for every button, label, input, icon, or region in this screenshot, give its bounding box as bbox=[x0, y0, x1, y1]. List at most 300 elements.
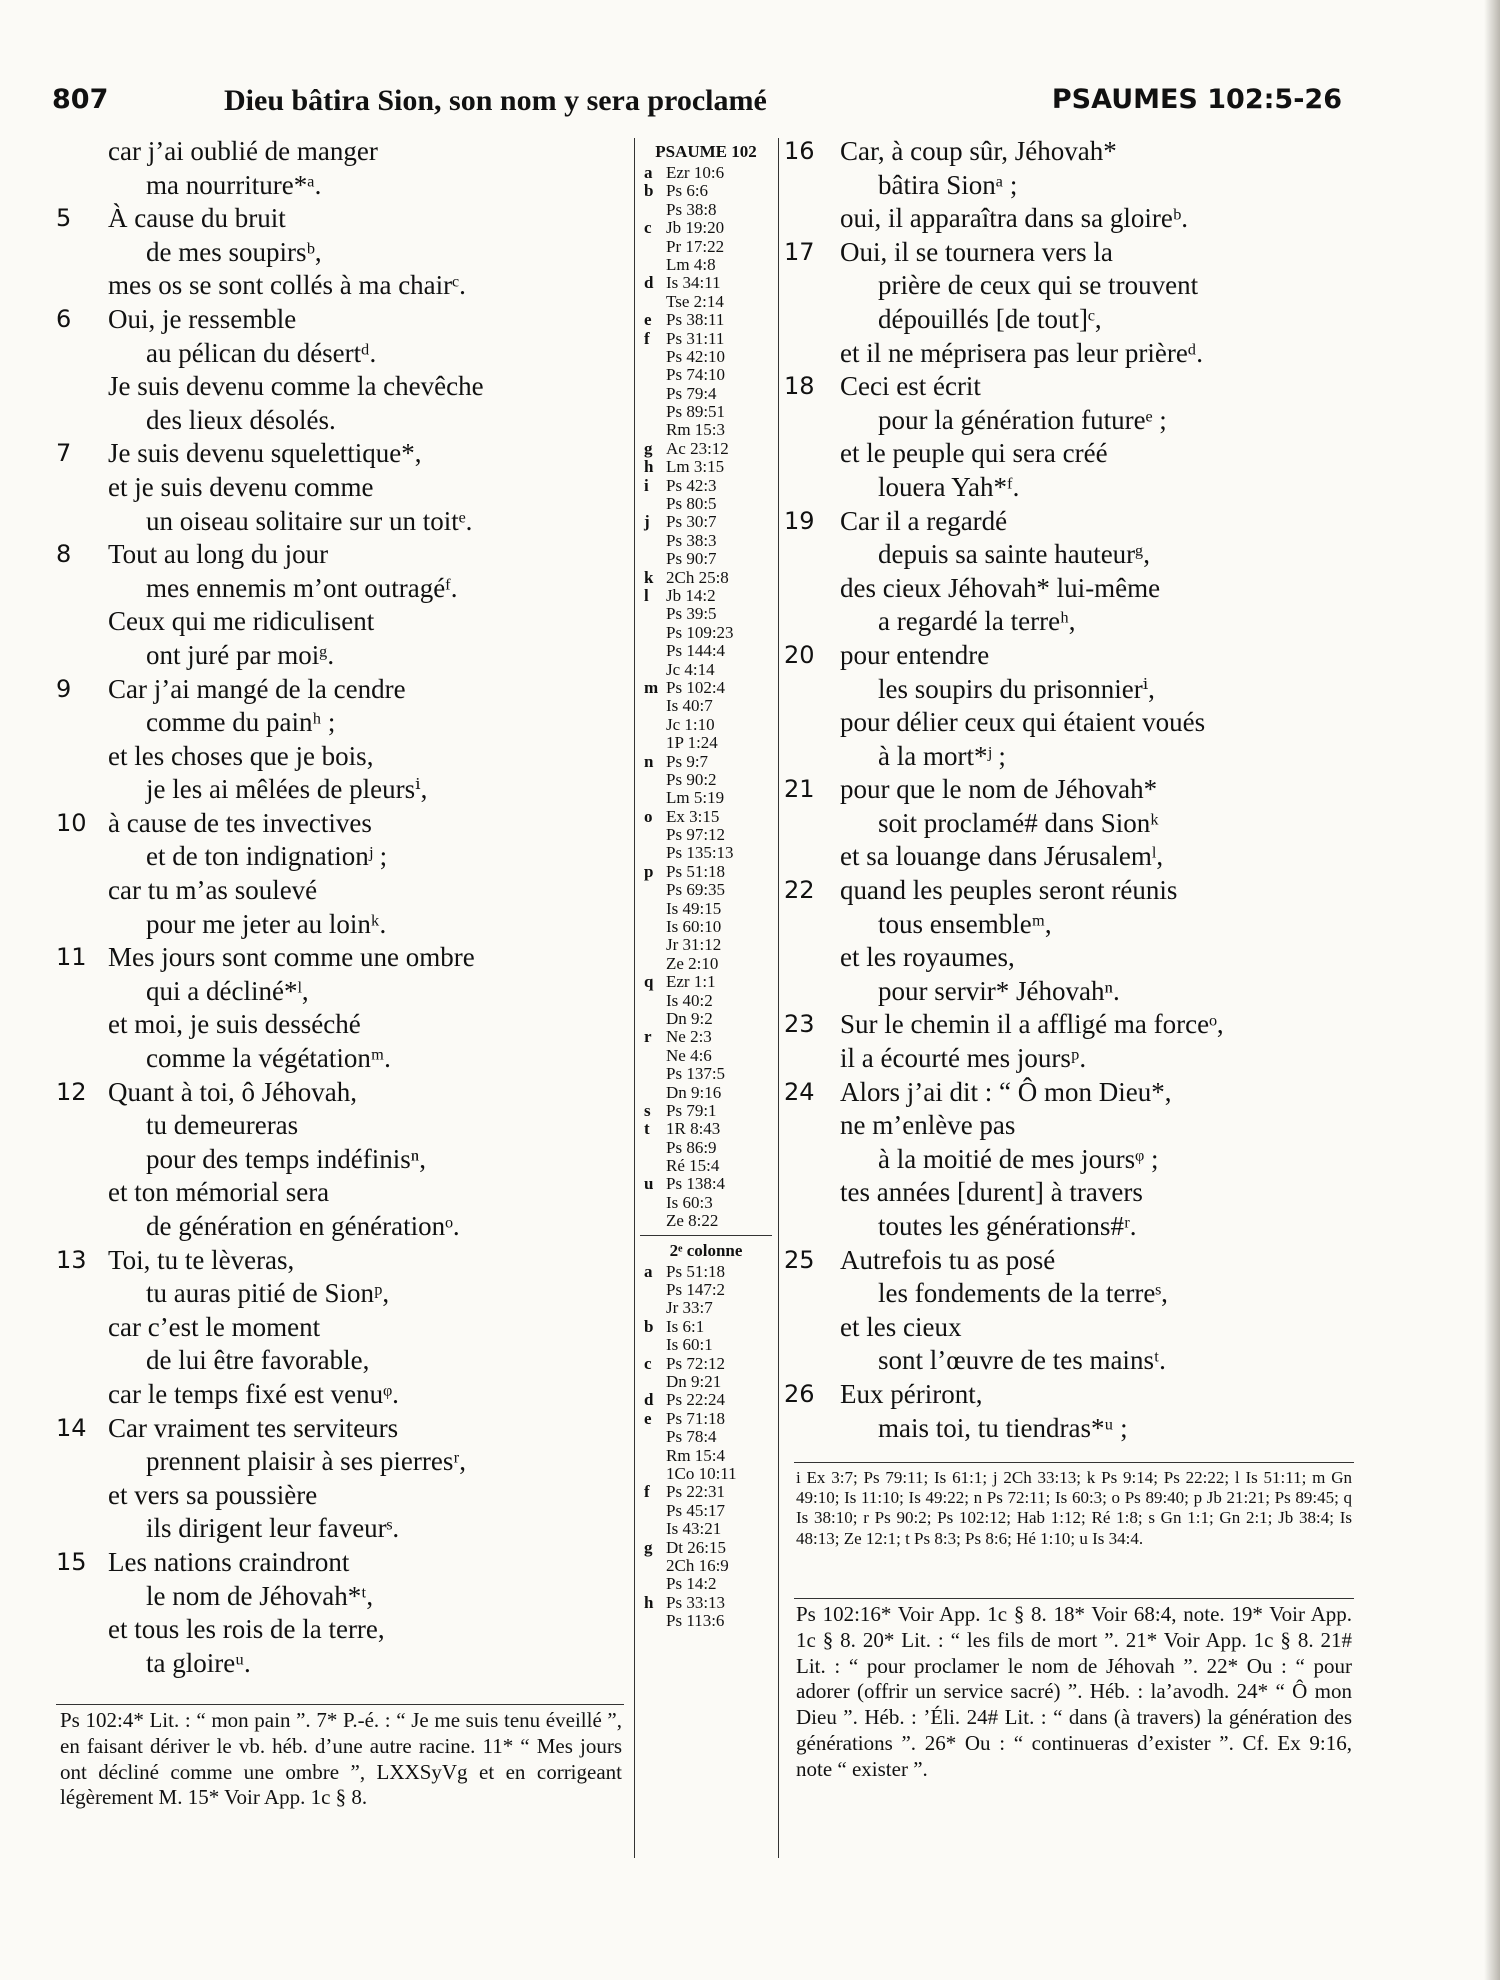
verse-text: prennent plaisir à ses pierresʳ, bbox=[146, 1446, 467, 1477]
verse-text: pour délier ceux qui étaient voués bbox=[840, 707, 1206, 738]
reference-entry bbox=[640, 1612, 772, 1630]
verse-line bbox=[56, 437, 628, 471]
verse-text: de lui être favorable, bbox=[146, 1345, 370, 1376]
reference-entry bbox=[640, 1157, 772, 1175]
verse-line bbox=[784, 1176, 1354, 1210]
verse-text: bâtira Sionᵃ ; bbox=[878, 169, 1018, 200]
reference-letter: c bbox=[644, 218, 652, 238]
verse-text: Toi, tu te lèveras, bbox=[108, 1244, 295, 1275]
page-edge-shadow bbox=[1484, 0, 1500, 1980]
verse-line bbox=[56, 337, 628, 371]
verse-line bbox=[784, 370, 1354, 404]
verse-number: 14 bbox=[56, 1413, 87, 1442]
verse-number: 9 bbox=[56, 674, 72, 703]
reference-text: Ps 135:13 bbox=[666, 843, 734, 863]
verse-text: comme la végétationᵐ. bbox=[146, 1043, 391, 1074]
reference-text: Ps 30:7 bbox=[666, 512, 717, 532]
reference-entry bbox=[640, 274, 772, 292]
verse-number: 10 bbox=[56, 808, 87, 837]
verse-line bbox=[56, 1143, 628, 1177]
reference-entry bbox=[640, 421, 772, 439]
reference-entry bbox=[640, 1391, 772, 1409]
reference-entry bbox=[640, 661, 772, 679]
verse-line bbox=[784, 605, 1354, 639]
verse-line bbox=[56, 1580, 628, 1614]
reference-text: Ps 89:51 bbox=[666, 402, 726, 422]
verse-text: car le temps fixé est venuᵠ. bbox=[108, 1378, 399, 1409]
reference-text: Is 43:21 bbox=[666, 1519, 722, 1539]
reference-text: Ps 69:35 bbox=[666, 880, 726, 900]
reference-entry bbox=[640, 403, 772, 421]
page-title: Dieu bâtira Sion, son nom y sera proclamé bbox=[224, 84, 767, 117]
reference-entry bbox=[640, 1575, 772, 1593]
reference-text: Ps 144:4 bbox=[666, 641, 726, 661]
verse-text: Car vraiment tes serviteurs bbox=[108, 1412, 399, 1443]
verse-line bbox=[56, 1479, 628, 1513]
verse-line bbox=[56, 269, 628, 303]
verse-text: toutes les générations#ʳ. bbox=[878, 1211, 1137, 1241]
reference-text: Ps 79:1 bbox=[666, 1100, 717, 1120]
reference-text: Is 34:11 bbox=[666, 273, 721, 293]
verse-line bbox=[56, 202, 628, 236]
verse-text: tous ensembleᵐ, bbox=[878, 908, 1052, 939]
reference-text: 1R 8:43 bbox=[666, 1119, 721, 1139]
reference-letter: s bbox=[644, 1100, 651, 1120]
verse-text: ils dirigent leur faveurˢ. bbox=[146, 1513, 400, 1544]
reference-entry bbox=[640, 1318, 772, 1336]
reference-text: Ps 6:6 bbox=[666, 181, 709, 201]
verse-line bbox=[784, 639, 1354, 673]
verse-text: qui a décliné*ˡ, bbox=[146, 975, 309, 1006]
reference-entry bbox=[640, 587, 772, 605]
verse-number: 22 bbox=[784, 876, 815, 905]
reference-letter: e bbox=[644, 1408, 652, 1428]
reference-entry bbox=[640, 477, 772, 495]
reference-entry bbox=[640, 918, 772, 936]
reference-entry bbox=[640, 1102, 772, 1120]
verse-text: mais toi, tu tiendras*ᵘ ; bbox=[878, 1412, 1128, 1443]
reference-entry bbox=[640, 1175, 772, 1193]
crossref-footer-rule bbox=[794, 1462, 1354, 1463]
verse-text: Tout au long du jour bbox=[108, 539, 329, 570]
reference-letter: m bbox=[644, 677, 659, 697]
verse-line bbox=[784, 1042, 1354, 1076]
reference-text: Ezr 10:6 bbox=[666, 163, 725, 182]
reference-text: Ze 2:10 bbox=[666, 953, 719, 973]
reference-text: Ps 79:4 bbox=[666, 383, 717, 403]
reference-entry bbox=[640, 1355, 772, 1373]
verse-text: comme du painʰ ; bbox=[146, 707, 336, 738]
reference-text: Ps 90:2 bbox=[666, 769, 717, 789]
reference-entry bbox=[640, 789, 772, 807]
page-header bbox=[52, 84, 1342, 128]
reference-text: 1Co 10:11 bbox=[666, 1463, 737, 1483]
reference-letter: a bbox=[644, 163, 653, 182]
verse-line bbox=[784, 941, 1354, 975]
verse-line bbox=[56, 1647, 628, 1681]
verse-line bbox=[784, 1344, 1354, 1378]
reference-entry bbox=[640, 440, 772, 458]
verse-line bbox=[56, 1546, 628, 1580]
reference-text: Ps 138:4 bbox=[666, 1174, 726, 1194]
verse-text: Les nations craindront bbox=[108, 1546, 350, 1577]
verse-text: je les ai mêlées de pleursⁱ, bbox=[146, 774, 428, 805]
verse-line bbox=[784, 773, 1354, 807]
reference-entry bbox=[640, 1557, 772, 1575]
verse-number: 11 bbox=[56, 943, 87, 972]
verse-text: tu auras pitié de Sionᵖ, bbox=[146, 1278, 390, 1309]
verse-text: pour entendre bbox=[840, 639, 990, 670]
reference-text: Ps 102:4 bbox=[666, 677, 726, 697]
verse-line bbox=[56, 1512, 628, 1546]
verse-number: 19 bbox=[784, 506, 815, 535]
reference-text: Ps 22:31 bbox=[666, 1482, 726, 1502]
verse-text: Oui, je ressemble bbox=[108, 303, 297, 334]
verse-line bbox=[784, 908, 1354, 942]
reference-text: Jb 14:2 bbox=[666, 585, 716, 605]
reference-entry bbox=[640, 1520, 772, 1538]
verse-line bbox=[56, 1008, 628, 1042]
verse-number: 12 bbox=[56, 1077, 87, 1106]
reference-entry bbox=[640, 1502, 772, 1520]
verse-text: et il ne méprisera pas leur prièreᵈ. bbox=[840, 337, 1203, 368]
reference-entry bbox=[640, 330, 772, 348]
reference-entry bbox=[640, 642, 772, 660]
verse-line bbox=[56, 505, 628, 539]
verse-line bbox=[784, 1277, 1354, 1311]
reference-entry bbox=[640, 1483, 772, 1501]
reference-text: Is 40:2 bbox=[666, 990, 713, 1010]
verse-text: des cieux Jéhovah* lui-même bbox=[840, 572, 1161, 603]
reference-text: Ps 45:17 bbox=[666, 1500, 726, 1520]
reference-text: Lm 5:19 bbox=[666, 788, 725, 808]
reference-group-1 bbox=[640, 164, 772, 1231]
reference-text: Ps 14:2 bbox=[666, 1574, 717, 1594]
verse-text: tes années [durent] à travers bbox=[840, 1177, 1143, 1208]
verse-number: 6 bbox=[56, 304, 72, 333]
reference-text: Ps 97:12 bbox=[666, 825, 726, 845]
verse-line bbox=[784, 303, 1354, 337]
reference-text: Ps 38:3 bbox=[666, 530, 717, 550]
verse-line bbox=[56, 1378, 628, 1412]
reference-heading-2: 2ᵉ colonne bbox=[669, 1240, 743, 1260]
verse-line bbox=[56, 740, 628, 774]
reference-entry bbox=[640, 513, 772, 531]
reference-entry bbox=[640, 992, 772, 1010]
verse-column-right bbox=[784, 135, 1354, 1445]
verse-line bbox=[56, 1412, 628, 1446]
reference-entry bbox=[640, 697, 772, 715]
reference-entry bbox=[640, 1428, 772, 1446]
verse-line bbox=[784, 538, 1354, 572]
verse-line bbox=[56, 303, 628, 337]
verse-text: un oiseau solitaire sur un toitᵉ. bbox=[146, 505, 473, 536]
verse-line bbox=[56, 1210, 628, 1244]
verse-line bbox=[56, 370, 628, 404]
verse-line bbox=[56, 639, 628, 673]
reference-entry bbox=[640, 238, 772, 256]
reference-entry bbox=[640, 1447, 772, 1465]
reference-letter: d bbox=[644, 273, 654, 293]
reference-text: 1P 1:24 bbox=[666, 733, 718, 753]
verse-line bbox=[56, 975, 628, 1009]
reference-entry bbox=[640, 936, 772, 954]
verse-line bbox=[56, 1277, 628, 1311]
reference-letter: t bbox=[644, 1119, 650, 1139]
reference-entry bbox=[640, 955, 772, 973]
reference-text: Ps 38:11 bbox=[666, 310, 725, 330]
reference-letter: c bbox=[644, 1353, 652, 1373]
verse-line bbox=[784, 572, 1354, 606]
verse-line bbox=[56, 773, 628, 807]
verse-number: 7 bbox=[56, 439, 72, 468]
reference-text: Ps 86:9 bbox=[666, 1137, 717, 1157]
verse-number: 25 bbox=[784, 1245, 815, 1274]
verse-number: 16 bbox=[784, 137, 815, 165]
verse-text: et ton mémorial sera bbox=[108, 1177, 330, 1208]
reference-letter: g bbox=[644, 1537, 653, 1557]
reference-text: Ezr 1:1 bbox=[666, 972, 716, 992]
reference-text: Is 60:1 bbox=[666, 1335, 713, 1355]
verse-text: à la mort*ʲ ; bbox=[878, 740, 1006, 771]
verse-line bbox=[56, 941, 628, 975]
verse-line bbox=[784, 1210, 1354, 1244]
verse-text: et sa louange dans Jérusalemˡ, bbox=[840, 841, 1164, 872]
reference-letter: i bbox=[644, 475, 649, 495]
verse-text: Ceux qui me ridiculisent bbox=[108, 606, 375, 637]
reference-text: Ps 9:7 bbox=[666, 751, 709, 771]
verse-line bbox=[56, 1613, 628, 1647]
verse-line bbox=[784, 975, 1354, 1009]
reference-text: Rm 15:3 bbox=[666, 420, 726, 440]
reference-entry bbox=[640, 458, 772, 476]
verse-line bbox=[56, 874, 628, 908]
verse-number: 5 bbox=[56, 204, 72, 233]
reference-entry bbox=[640, 1465, 772, 1483]
verse-text: Quant à toi, ô Jéhovah, bbox=[108, 1076, 357, 1107]
verse-line bbox=[784, 1244, 1354, 1278]
reference-text: Dn 9:16 bbox=[666, 1082, 722, 1102]
verse-text: a regardé la terreʰ, bbox=[878, 606, 1076, 637]
reference-entry bbox=[640, 973, 772, 991]
reference-entry bbox=[640, 716, 772, 734]
reference-letter: u bbox=[644, 1174, 654, 1194]
reference-letter: k bbox=[644, 567, 654, 587]
reference-text: Rm 15:4 bbox=[666, 1445, 726, 1465]
reference-text: Jc 1:10 bbox=[666, 714, 715, 734]
reference-heading: PSAUME 102 bbox=[655, 142, 757, 161]
reference-letter: l bbox=[644, 585, 649, 605]
book-reference: PSAUMES 102:5-26 bbox=[1051, 84, 1342, 115]
footnote-rule-left bbox=[56, 1704, 624, 1705]
reference-text: Ps 38:8 bbox=[666, 199, 717, 219]
verse-line bbox=[56, 840, 628, 874]
verse-line bbox=[56, 807, 628, 841]
verse-text: tu demeureras bbox=[146, 1110, 299, 1141]
verse-line bbox=[784, 1109, 1354, 1143]
reference-text: Ps 42:10 bbox=[666, 346, 726, 366]
reference-entry bbox=[640, 826, 772, 844]
verse-line bbox=[56, 169, 628, 203]
reference-entry bbox=[640, 679, 772, 697]
verse-line bbox=[56, 1042, 628, 1076]
reference-text: Ps 147:2 bbox=[666, 1280, 726, 1300]
verse-line bbox=[56, 471, 628, 505]
verse-text: des lieux désolés. bbox=[146, 404, 336, 435]
reference-entry bbox=[640, 1410, 772, 1428]
reference-letter: e bbox=[644, 310, 652, 330]
verse-number: 24 bbox=[784, 1077, 815, 1106]
verse-number: 20 bbox=[784, 640, 815, 669]
verse-column-left bbox=[56, 135, 628, 1680]
verse-text: pour servir* Jéhovahⁿ. bbox=[878, 975, 1120, 1006]
reference-text: Ré 15:4 bbox=[666, 1156, 720, 1176]
verse-text: Je suis devenu squelettique*, bbox=[108, 438, 422, 469]
verse-text: et je suis devenu comme bbox=[108, 471, 374, 502]
reference-text: Ps 39:5 bbox=[666, 604, 717, 624]
verse-number: 17 bbox=[784, 237, 815, 266]
verse-text: et tous les rois de la terre, bbox=[108, 1614, 385, 1645]
reference-entry bbox=[640, 1212, 772, 1230]
verse-line bbox=[784, 1143, 1354, 1177]
verse-line bbox=[56, 908, 628, 942]
verse-line bbox=[784, 673, 1354, 707]
reference-text: Ps 78:4 bbox=[666, 1427, 717, 1447]
crossref-footer: i Ex 3:7; Ps 79:11; Is 61:1; j 2Ch 33:13; k Ps 9:14; Ps 22:22; l Is 51:11; m Gn 49:10; Is 11:10; Is 49:22; n Ps 72:11; Is 60:3; o Ps 89:40; p Jb 21:21; Ps 89:45; q Is 38:10; r Ps 90:2; Ps 102:12; Hab 1:12; Ré 1:8; s Gn 1:1; Gn 2:1; Jb 38:4; Is 48:13; Ze 12:1; t Ps 8:3; Ps 8:6; Hé 1:10; u Is 34:4. bbox=[796, 1468, 1352, 1548]
reference-letter: b bbox=[644, 181, 654, 201]
verse-text: le nom de Jéhovah*ᵗ, bbox=[146, 1580, 374, 1611]
verse-line bbox=[56, 404, 628, 438]
verse-text: ont juré par moiᵍ. bbox=[146, 639, 335, 670]
reference-text: Ps 74:10 bbox=[666, 365, 726, 385]
verse-line bbox=[784, 471, 1354, 505]
reference-letter: q bbox=[644, 972, 654, 992]
verse-text: Autrefois tu as posé bbox=[840, 1244, 1056, 1275]
verse-line bbox=[784, 1311, 1354, 1345]
reference-text: Dn 9:21 bbox=[666, 1372, 722, 1391]
verse-text: les fondements de la terreˢ, bbox=[878, 1278, 1168, 1309]
reference-entry bbox=[640, 1281, 772, 1299]
verse-line bbox=[784, 1008, 1354, 1042]
footnote-right: Ps 102:16* Voir App. 1c § 8. 18* Voir 68:4, note. 19* Voir App. 1c § 8. 20* Lit. : “ les fils de mort ”. 21* Voir App. 1c § 8. 21# Lit. : “ pour proclamer le nom de Jéhovah ”. 22* Ou : “ pour adorer (offrir un service sacré) ”. Héb. : la’avodh. 24* “ Ô mon Dieu ”. Héb. : ’Éli. 24# Lit. : “ dans (à travers) la génération des générations ”. 26* Ou : “ continueras d’exister ”. Cf. Ex 9:16, note “ exister ”. bbox=[796, 1602, 1352, 1781]
reference-text: Jc 4:14 bbox=[666, 659, 715, 679]
verse-number: 15 bbox=[56, 1547, 87, 1576]
reference-text: Ps 71:18 bbox=[666, 1408, 726, 1428]
reference-text: Is 40:7 bbox=[666, 696, 713, 716]
verse-text: ma nourriture*ᵃ. bbox=[146, 169, 322, 200]
verse-text: Car il a regardé bbox=[840, 505, 1008, 536]
footnote-left: Ps 102:4* Lit. : “ mon pain ”. 7* P.-é. : “ Je me suis tenu éveillé ”, en faisant dériver le vb. héb. d’une autre racine. 11* “ Mes jours ont décliné comme une ombre ”, LXXSyVg et en corrigeant légèrement M. 15* Voir App. 1c § 8. bbox=[60, 1708, 622, 1810]
reference-letter: g bbox=[644, 438, 653, 458]
verse-text: Sur le chemin il a affligé ma forceᵒ, bbox=[840, 1009, 1224, 1040]
reference-entry bbox=[640, 1336, 772, 1354]
reference-entry bbox=[640, 1139, 772, 1157]
verse-line bbox=[784, 404, 1354, 438]
reference-text: Ne 4:6 bbox=[666, 1045, 712, 1065]
reference-letter: n bbox=[644, 751, 654, 771]
reference-entry bbox=[640, 385, 772, 403]
verse-line bbox=[784, 740, 1354, 774]
verse-line bbox=[784, 807, 1354, 841]
reference-entry bbox=[640, 753, 772, 771]
verse-line bbox=[784, 169, 1354, 203]
reference-letter: a bbox=[644, 1261, 653, 1281]
verse-text: Car j’ai mangé de la cendre bbox=[108, 673, 406, 704]
reference-entry bbox=[640, 863, 772, 881]
column-rule-right bbox=[778, 138, 779, 1858]
reference-text: Jr 31:12 bbox=[666, 935, 722, 955]
reference-entry bbox=[640, 1065, 772, 1083]
reference-text: Ps 42:3 bbox=[666, 475, 717, 495]
verse-line bbox=[56, 706, 628, 740]
reference-entry bbox=[640, 182, 772, 200]
verse-text: Alors j’ai dit : “ Ô mon Dieu*, bbox=[840, 1076, 1172, 1107]
verse-text: À cause du bruit bbox=[108, 203, 286, 234]
reference-text: Is 60:3 bbox=[666, 1192, 713, 1212]
reference-text: Ps 80:5 bbox=[666, 494, 717, 514]
reference-entry bbox=[640, 569, 772, 587]
reference-entry bbox=[640, 900, 772, 918]
verse-text: car tu m’as soulevé bbox=[108, 875, 318, 906]
verse-text: Mes jours sont comme une ombre bbox=[108, 942, 475, 973]
verse-text: Eux périront, bbox=[840, 1378, 983, 1409]
reference-entry bbox=[640, 624, 772, 642]
reference-entry bbox=[640, 1594, 772, 1612]
reference-text: Ps 72:12 bbox=[666, 1353, 726, 1373]
reference-letter: d bbox=[644, 1390, 654, 1410]
reference-entry bbox=[640, 348, 772, 366]
reference-entry bbox=[640, 219, 772, 237]
verse-text: mes os se sont collés à ma chairᶜ. bbox=[108, 270, 466, 301]
verse-text: et les cieux bbox=[840, 1311, 962, 1342]
reference-letter: f bbox=[644, 328, 650, 348]
verse-line bbox=[56, 135, 628, 169]
verse-line bbox=[784, 505, 1354, 539]
reference-entry bbox=[640, 734, 772, 752]
verse-text: ta gloireᵘ. bbox=[146, 1647, 251, 1678]
verse-line bbox=[56, 1176, 628, 1210]
verse-text: Ceci est écrit bbox=[840, 371, 981, 402]
verse-line bbox=[784, 437, 1354, 471]
verse-text: et les choses que je bois, bbox=[108, 740, 374, 771]
verse-line bbox=[56, 1244, 628, 1278]
reference-text: Ps 113:6 bbox=[666, 1611, 725, 1631]
reference-entry bbox=[640, 1084, 772, 1102]
reference-entry bbox=[640, 550, 772, 568]
reference-entry bbox=[640, 1047, 772, 1065]
reference-entry bbox=[640, 164, 772, 182]
reference-text: Ps 31:11 bbox=[666, 328, 725, 348]
reference-entry bbox=[640, 1539, 772, 1557]
reference-entry bbox=[640, 1373, 772, 1391]
reference-entry bbox=[640, 808, 772, 826]
verse-text: Oui, il se tournera vers la bbox=[840, 236, 1113, 267]
verse-text: de mes soupirsᵇ, bbox=[146, 236, 322, 267]
reference-entry bbox=[640, 311, 772, 329]
reference-entry bbox=[640, 771, 772, 789]
verse-text: car c’est le moment bbox=[108, 1311, 321, 1342]
verse-line bbox=[784, 337, 1354, 371]
reference-text: Is 60:10 bbox=[666, 917, 722, 937]
page-number: 807 bbox=[52, 84, 109, 115]
reference-entry bbox=[640, 256, 772, 274]
verse-line bbox=[784, 874, 1354, 908]
verse-line bbox=[56, 236, 628, 270]
verse-text: à la moitié de mes joursᵠ ; bbox=[878, 1143, 1159, 1174]
verse-line bbox=[784, 1412, 1354, 1446]
reference-text: Is 6:1 bbox=[666, 1316, 705, 1336]
reference-entry bbox=[640, 1010, 772, 1028]
